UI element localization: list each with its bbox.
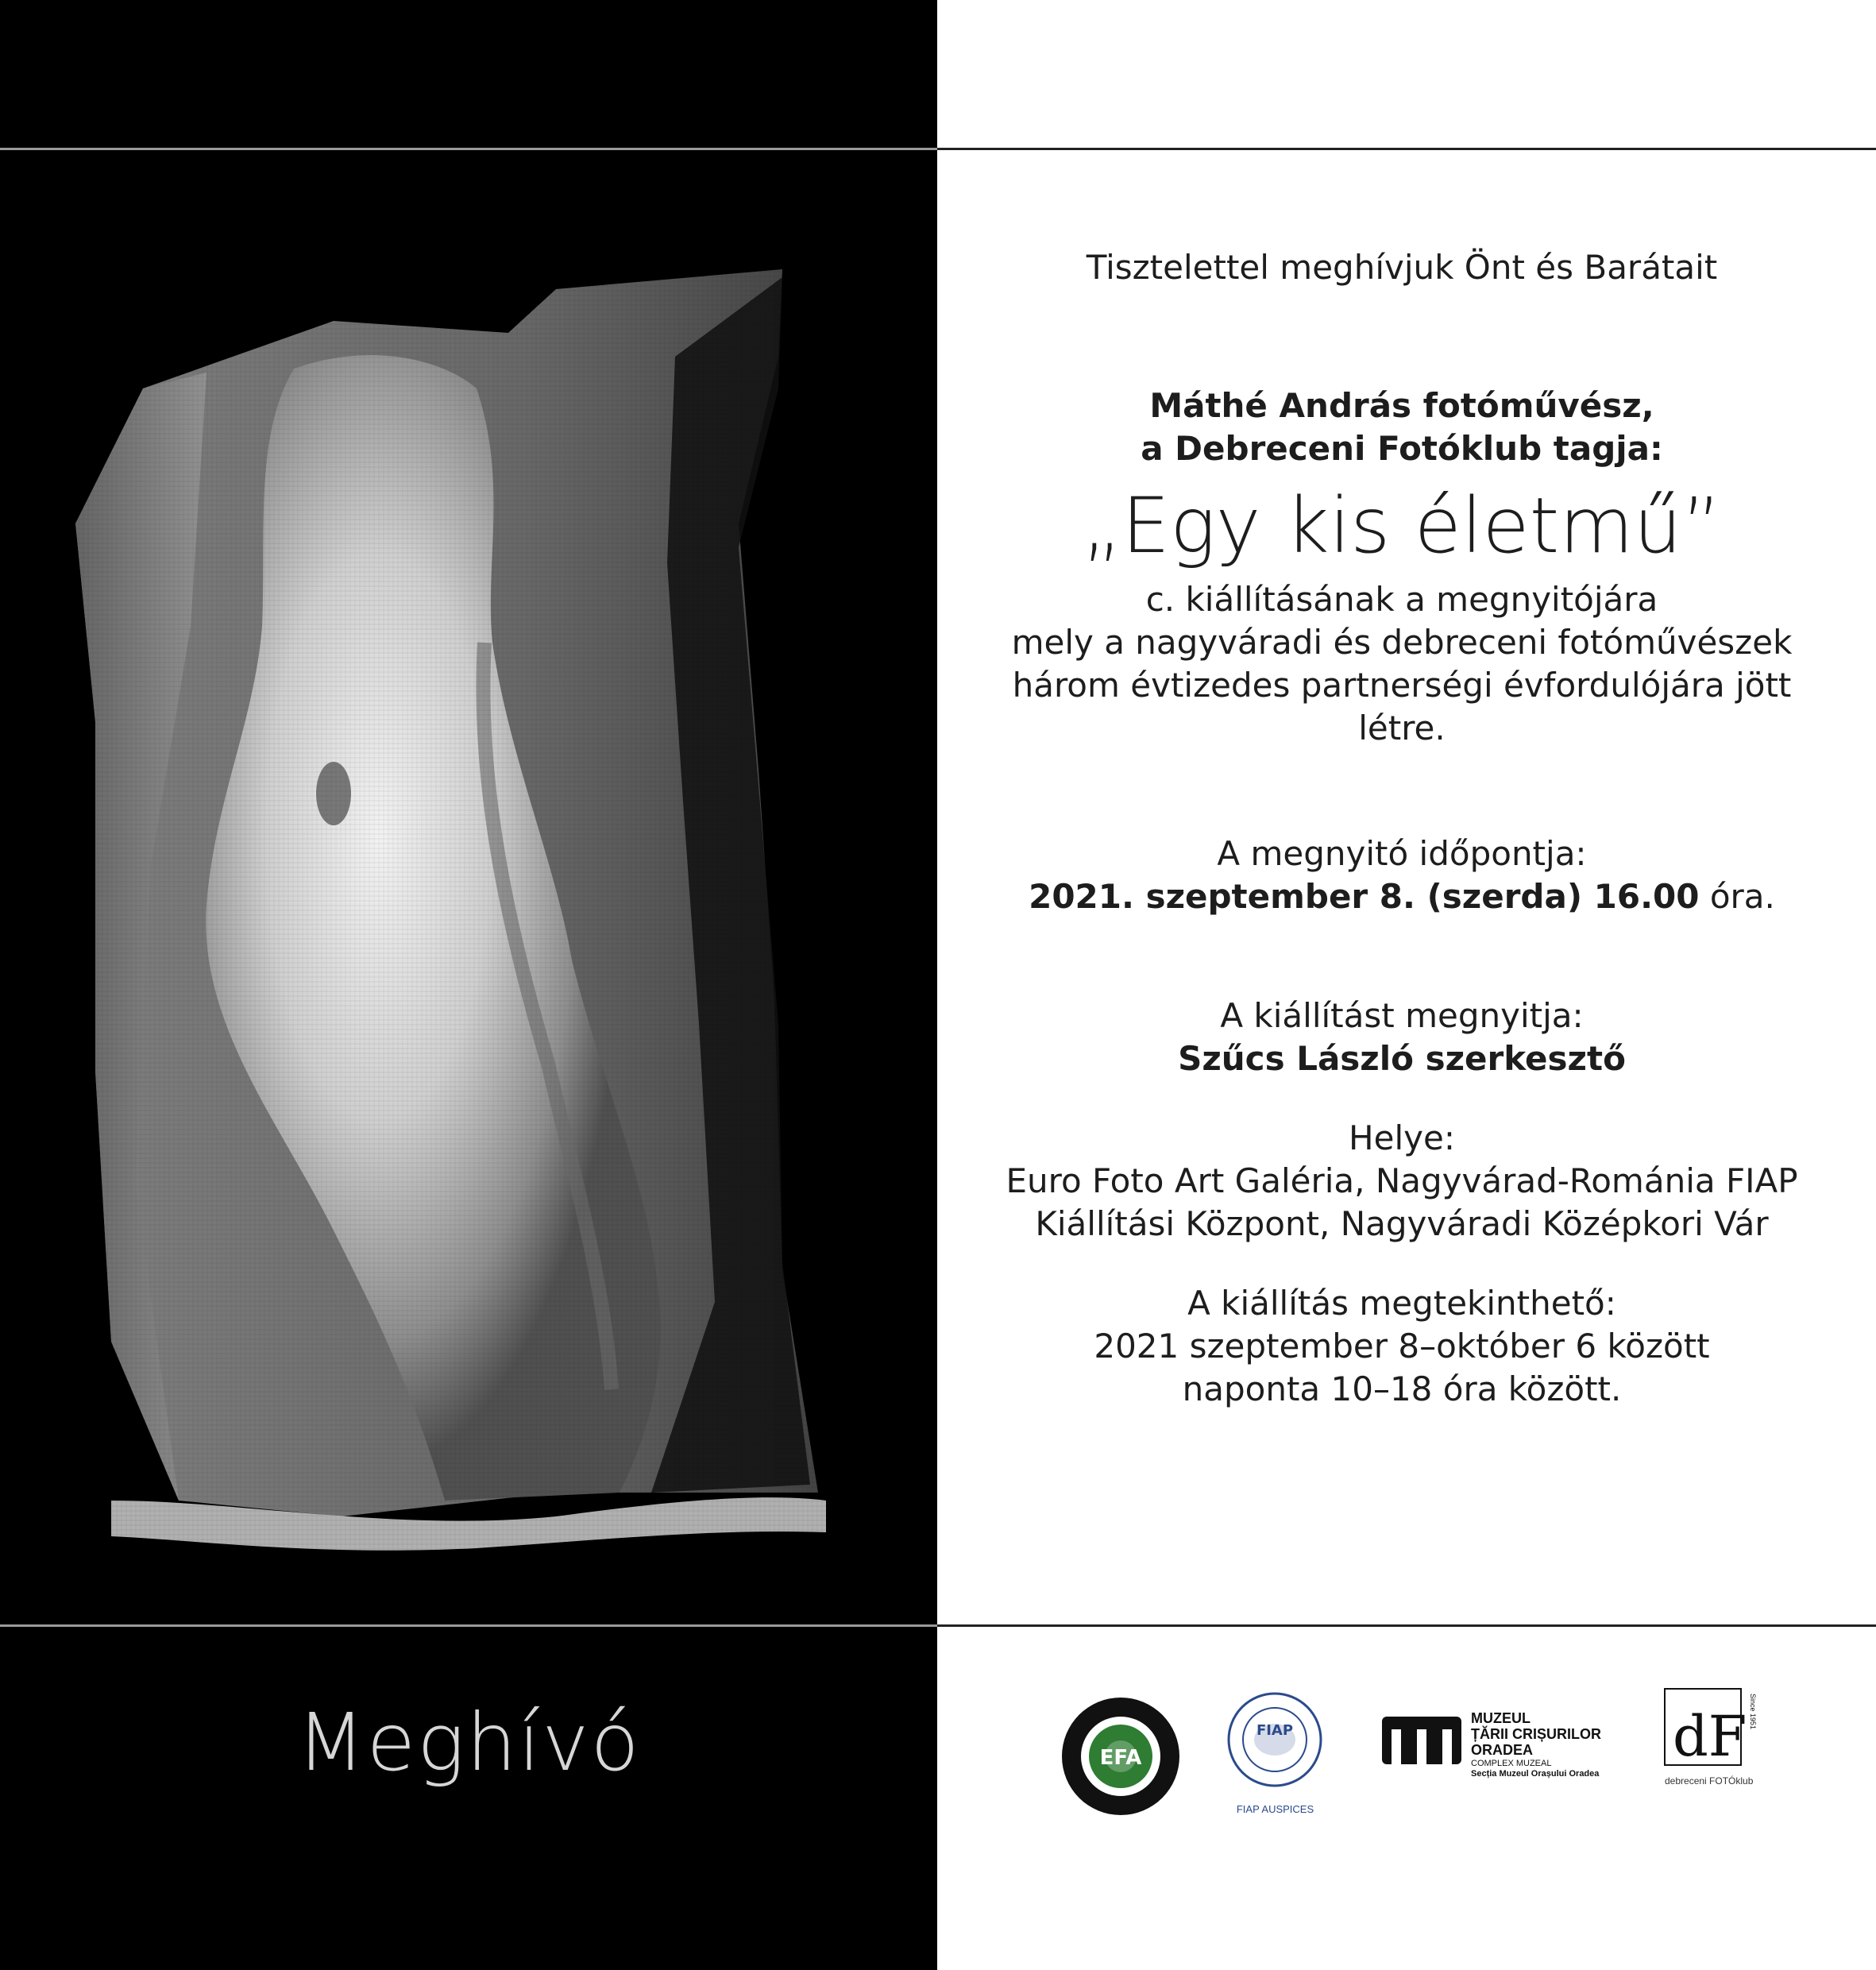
fiap-logo	[1226, 1690, 1325, 1802]
description-line: létre.	[1358, 709, 1446, 747]
venue-label: Helye:	[1349, 1118, 1455, 1157]
venue-block	[993, 1117, 1811, 1246]
viewing-dates: 2021 szeptember 8–október 6 között	[1094, 1327, 1710, 1365]
torso-photograph	[0, 150, 937, 1624]
description-line: három évtizedes partnerségi évfordulójára jött	[1012, 666, 1792, 705]
opening-block	[993, 832, 1811, 918]
venue-line: Kiállítási Központ, Nagyváradi Középkori Vár	[1035, 1204, 1769, 1243]
muzeul-line5: Secția Muzeul Orașului Oradea	[1471, 1769, 1600, 1779]
efa-logo	[1060, 1696, 1181, 1817]
muzeul-line2: ȚĂRII CRIȘURILOR	[1471, 1726, 1601, 1742]
artist-block	[993, 384, 1811, 470]
description-line: mely a nagyváradi és debreceni fotóművészek	[1011, 623, 1793, 662]
fiap-center-text: FIAP	[1256, 1722, 1294, 1739]
opener-label: A kiállítást megnyitja:	[1220, 996, 1584, 1035]
opener-name: Szűcs László szerkesztő	[1178, 1039, 1626, 1078]
artist-club-line: a Debreceni Fotóklub tagja:	[1141, 429, 1663, 468]
muzeul-line3: ORADEA	[1471, 1742, 1534, 1758]
opening-suffix: óra.	[1699, 877, 1775, 916]
dfk-side-text: Since 1951	[1749, 1694, 1757, 1730]
dfk-mark: dF	[1673, 1704, 1747, 1769]
invitation-text	[993, 238, 1811, 1411]
muzeul-line1: MUZEUL	[1471, 1710, 1531, 1726]
description-line: c. kiállításának a megnyitójára	[1145, 580, 1658, 619]
greeting: Tisztelettel meghívjuk Önt és Barátait	[1086, 248, 1718, 287]
description-block	[993, 578, 1811, 750]
opening-label: A megnyitó időpontja:	[1217, 834, 1587, 873]
debreceni-fotoklub-logo	[1662, 1686, 1761, 1797]
viewing-block	[993, 1282, 1811, 1411]
exhibition-title: „Egy kis életmű”	[1082, 481, 1722, 570]
muzeul-line4: COMPLEX MUZEAL	[1471, 1759, 1552, 1768]
dfk-caption: debreceni FOTÓklub	[1665, 1775, 1754, 1787]
cover-rule-bottom	[0, 1624, 937, 1627]
content-rule-top	[937, 148, 1876, 150]
viewing-hours: naponta 10–18 óra között.	[1182, 1369, 1622, 1408]
opening-datetime	[993, 875, 1811, 918]
content-rule-bottom	[937, 1624, 1876, 1627]
venue-line: Euro Foto Art Galéria, Nagyvárad-Románia FIAP	[1006, 1161, 1798, 1200]
cover-word: Meghívó	[296, 1696, 641, 1789]
artist-line: Máthé András fotóművész,	[1149, 386, 1654, 425]
opener-block	[993, 995, 1811, 1080]
opening-date: 2021. szeptember 8. (szerda) 16.00	[1029, 877, 1700, 916]
muzeul-logo	[1382, 1702, 1604, 1782]
efa-center-text: EFA	[1099, 1746, 1142, 1770]
viewing-label: A kiállítás megtekinthető:	[1187, 1284, 1616, 1323]
fiap-caption: FIAP AUSPICES	[1236, 1803, 1314, 1815]
